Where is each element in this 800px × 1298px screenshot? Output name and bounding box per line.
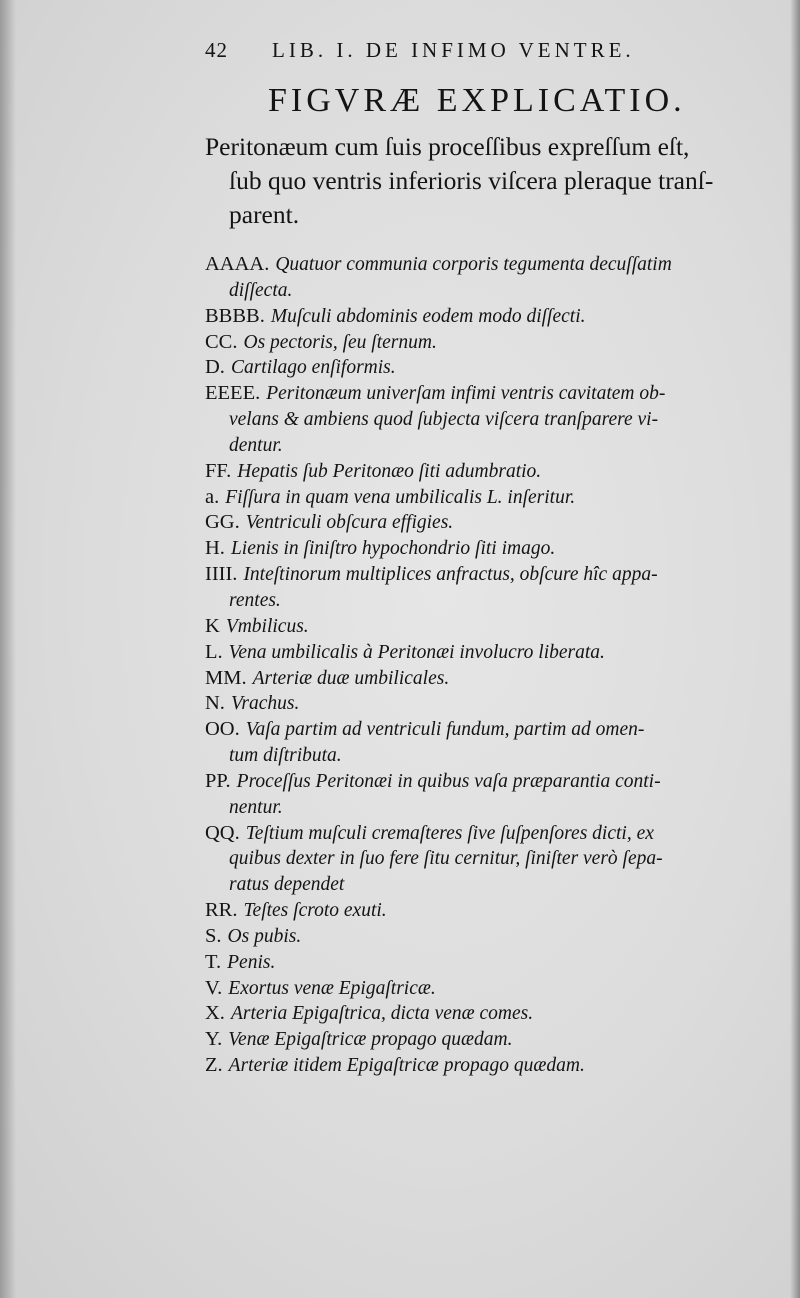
legend-line <box>205 846 775 872</box>
legend-text: Peritonæum univerſam infimi ventris cavitatem ob- <box>266 383 666 405</box>
legend-text: Vmbilicus. <box>225 615 309 637</box>
legend-text: Arteriæ itidem Epigaſtricæ propago quædam. <box>228 1055 585 1077</box>
legend-line <box>205 924 775 950</box>
legend-key: L. <box>205 640 223 663</box>
legend-entry <box>205 614 775 640</box>
legend-text: dentur. <box>229 434 283 456</box>
legend-line <box>205 691 775 717</box>
legend-key: EEEE. <box>205 382 261 405</box>
legend-line <box>205 769 775 795</box>
legend-line <box>205 355 775 381</box>
intro-paragraph <box>205 130 775 232</box>
legend-entry <box>205 562 775 614</box>
legend-entry <box>205 330 775 356</box>
legend-line <box>205 278 775 304</box>
legend-line <box>205 433 775 459</box>
legend-text: Penis. <box>227 951 276 973</box>
legend-line <box>205 898 775 924</box>
legend-line <box>205 743 775 769</box>
legend-line <box>205 459 775 485</box>
legend-text: Os pectoris, ſeu ſternum. <box>243 331 437 353</box>
legend-text: velans & ambiens quod ſubjecta viſcera tranſparere vi- <box>229 409 659 431</box>
legend-key: PP. <box>205 769 231 792</box>
legend-line <box>205 950 775 976</box>
legend-entry <box>205 485 775 511</box>
legend-entry <box>205 769 775 821</box>
legend-text: Inteſtinorum multiplices anfractus, obſcure hîc appa- <box>243 564 658 586</box>
legend-text: Exortus venæ Epigaſtricæ. <box>228 977 436 999</box>
figure-legend-list <box>205 252 775 1079</box>
legend-text: Vena umbilicalis à Peritonæi involucro liberata. <box>228 641 605 663</box>
legend-entry <box>205 304 775 330</box>
legend-key: V. <box>205 976 223 999</box>
running-head-title: LIB. I. DE INFIMO VENTRE. <box>272 38 635 62</box>
legend-line <box>205 304 775 330</box>
legend-line <box>205 1001 775 1027</box>
legend-line <box>205 872 775 898</box>
legend-text: Lienis in ſiniſtro hypochondrio ſiti imago. <box>230 538 556 560</box>
legend-text: Vaſa partim ad ventriculi fundum, partim ad omen- <box>245 719 645 741</box>
legend-key: AAAA. <box>205 253 270 275</box>
page-number: 42 <box>205 38 228 62</box>
legend-text: Venæ Epigaſtricæ propago quædam. <box>228 1029 513 1051</box>
legend-line <box>205 614 775 640</box>
legend-text: Ventriculi obſcura effigies. <box>245 512 454 534</box>
legend-key: BBBB. <box>205 304 265 327</box>
legend-key: FF. <box>205 459 232 482</box>
legend-text: Hepatis ſub Peritonæo ſiti adumbratio. <box>237 460 542 482</box>
legend-key: T. <box>205 950 222 973</box>
legend-line <box>205 588 775 614</box>
legend-text: Cartilago enſiformis. <box>230 357 396 379</box>
page-edge-shadow-left <box>0 0 16 1298</box>
legend-entry <box>205 691 775 717</box>
legend-entry <box>205 950 775 976</box>
legend-line <box>205 252 775 278</box>
legend-key: D. <box>205 356 225 379</box>
legend-text: Os pubis. <box>227 925 302 947</box>
legend-text: ratus dependet <box>229 874 345 896</box>
legend-key: S. <box>205 924 222 947</box>
legend-line <box>205 536 775 562</box>
legend-text: nentur. <box>229 796 283 818</box>
legend-text: Quatuor communia corporis tegumenta decuſſatim <box>275 254 672 275</box>
legend-line <box>205 821 775 847</box>
legend-key: OO. <box>205 718 240 741</box>
legend-text: Teſtium muſculi cremaſteres ſive ſuſpenſores dicti, ex <box>245 822 654 844</box>
legend-key: X. <box>205 1002 225 1025</box>
legend-line <box>205 640 775 666</box>
legend-entry <box>205 924 775 950</box>
legend-text: quibus dexter in ſuo fere ſitu cernitur, ſiniſter verò ſepa- <box>229 848 663 870</box>
legend-key: N. <box>205 692 225 715</box>
legend-text: Proceſſus Peritonæi in quibus vaſa præparantia conti- <box>236 770 661 792</box>
legend-entry <box>205 510 775 536</box>
legend-key: QQ. <box>205 821 240 844</box>
legend-text: Vrachus. <box>230 693 300 715</box>
legend-entry <box>205 381 775 459</box>
legend-text: Fiſſura in quam vena umbilicalis L. inſeritur. <box>225 486 576 508</box>
legend-key: RR. <box>205 899 238 922</box>
legend-entry <box>205 1053 775 1079</box>
legend-entry <box>205 821 775 899</box>
legend-line <box>205 795 775 821</box>
legend-text: diſſecta. <box>229 279 293 301</box>
legend-entry <box>205 1027 775 1053</box>
legend-entry <box>205 536 775 562</box>
running-head <box>205 38 765 63</box>
legend-line <box>205 330 775 356</box>
legend-entry <box>205 976 775 1002</box>
legend-text: rentes. <box>229 589 281 611</box>
legend-text: Teſtes ſcroto exuti. <box>243 900 387 922</box>
legend-entry <box>205 640 775 666</box>
legend-line <box>205 1027 775 1053</box>
legend-entry <box>205 459 775 485</box>
legend-text: Arteria Epigaſtrica, dicta venæ comes. <box>230 1003 534 1025</box>
legend-line <box>205 666 775 692</box>
legend-line <box>205 407 775 433</box>
page-edge-shadow-right <box>790 0 800 1298</box>
legend-line <box>205 510 775 536</box>
legend-line <box>205 562 775 588</box>
legend-key: IIII. <box>205 563 238 586</box>
intro-line: ſub quo ventris inferioris viſcera pleraque tranſ- <box>229 166 714 195</box>
legend-line <box>205 485 775 511</box>
section-title: FIGVRÆ EXPLICATIO. <box>268 82 686 119</box>
legend-entry <box>205 717 775 769</box>
legend-entry <box>205 252 775 304</box>
legend-entry <box>205 898 775 924</box>
legend-text: tum diſtributa. <box>229 745 342 767</box>
legend-key: a. <box>205 485 220 508</box>
legend-entry <box>205 355 775 381</box>
legend-text: Arteriæ duæ umbilicales. <box>252 667 450 689</box>
legend-entry <box>205 666 775 692</box>
legend-line <box>205 381 775 407</box>
legend-entry <box>205 1001 775 1027</box>
legend-line <box>205 717 775 743</box>
legend-key: CC. <box>205 330 238 353</box>
intro-line: Peritonæum cum ſuis proceſſibus expreſſum eſt, <box>205 132 690 161</box>
legend-key: Y. <box>205 1028 223 1051</box>
legend-key: H. <box>205 537 225 560</box>
intro-line: parent. <box>229 200 300 229</box>
legend-key: K <box>205 614 220 637</box>
legend-line <box>205 1053 775 1079</box>
legend-text: Muſculi abdominis eodem modo diſſecti. <box>270 305 586 327</box>
legend-key: MM. <box>205 666 247 689</box>
legend-key: GG. <box>205 511 240 534</box>
legend-key: Z. <box>205 1054 223 1077</box>
legend-line <box>205 976 775 1002</box>
